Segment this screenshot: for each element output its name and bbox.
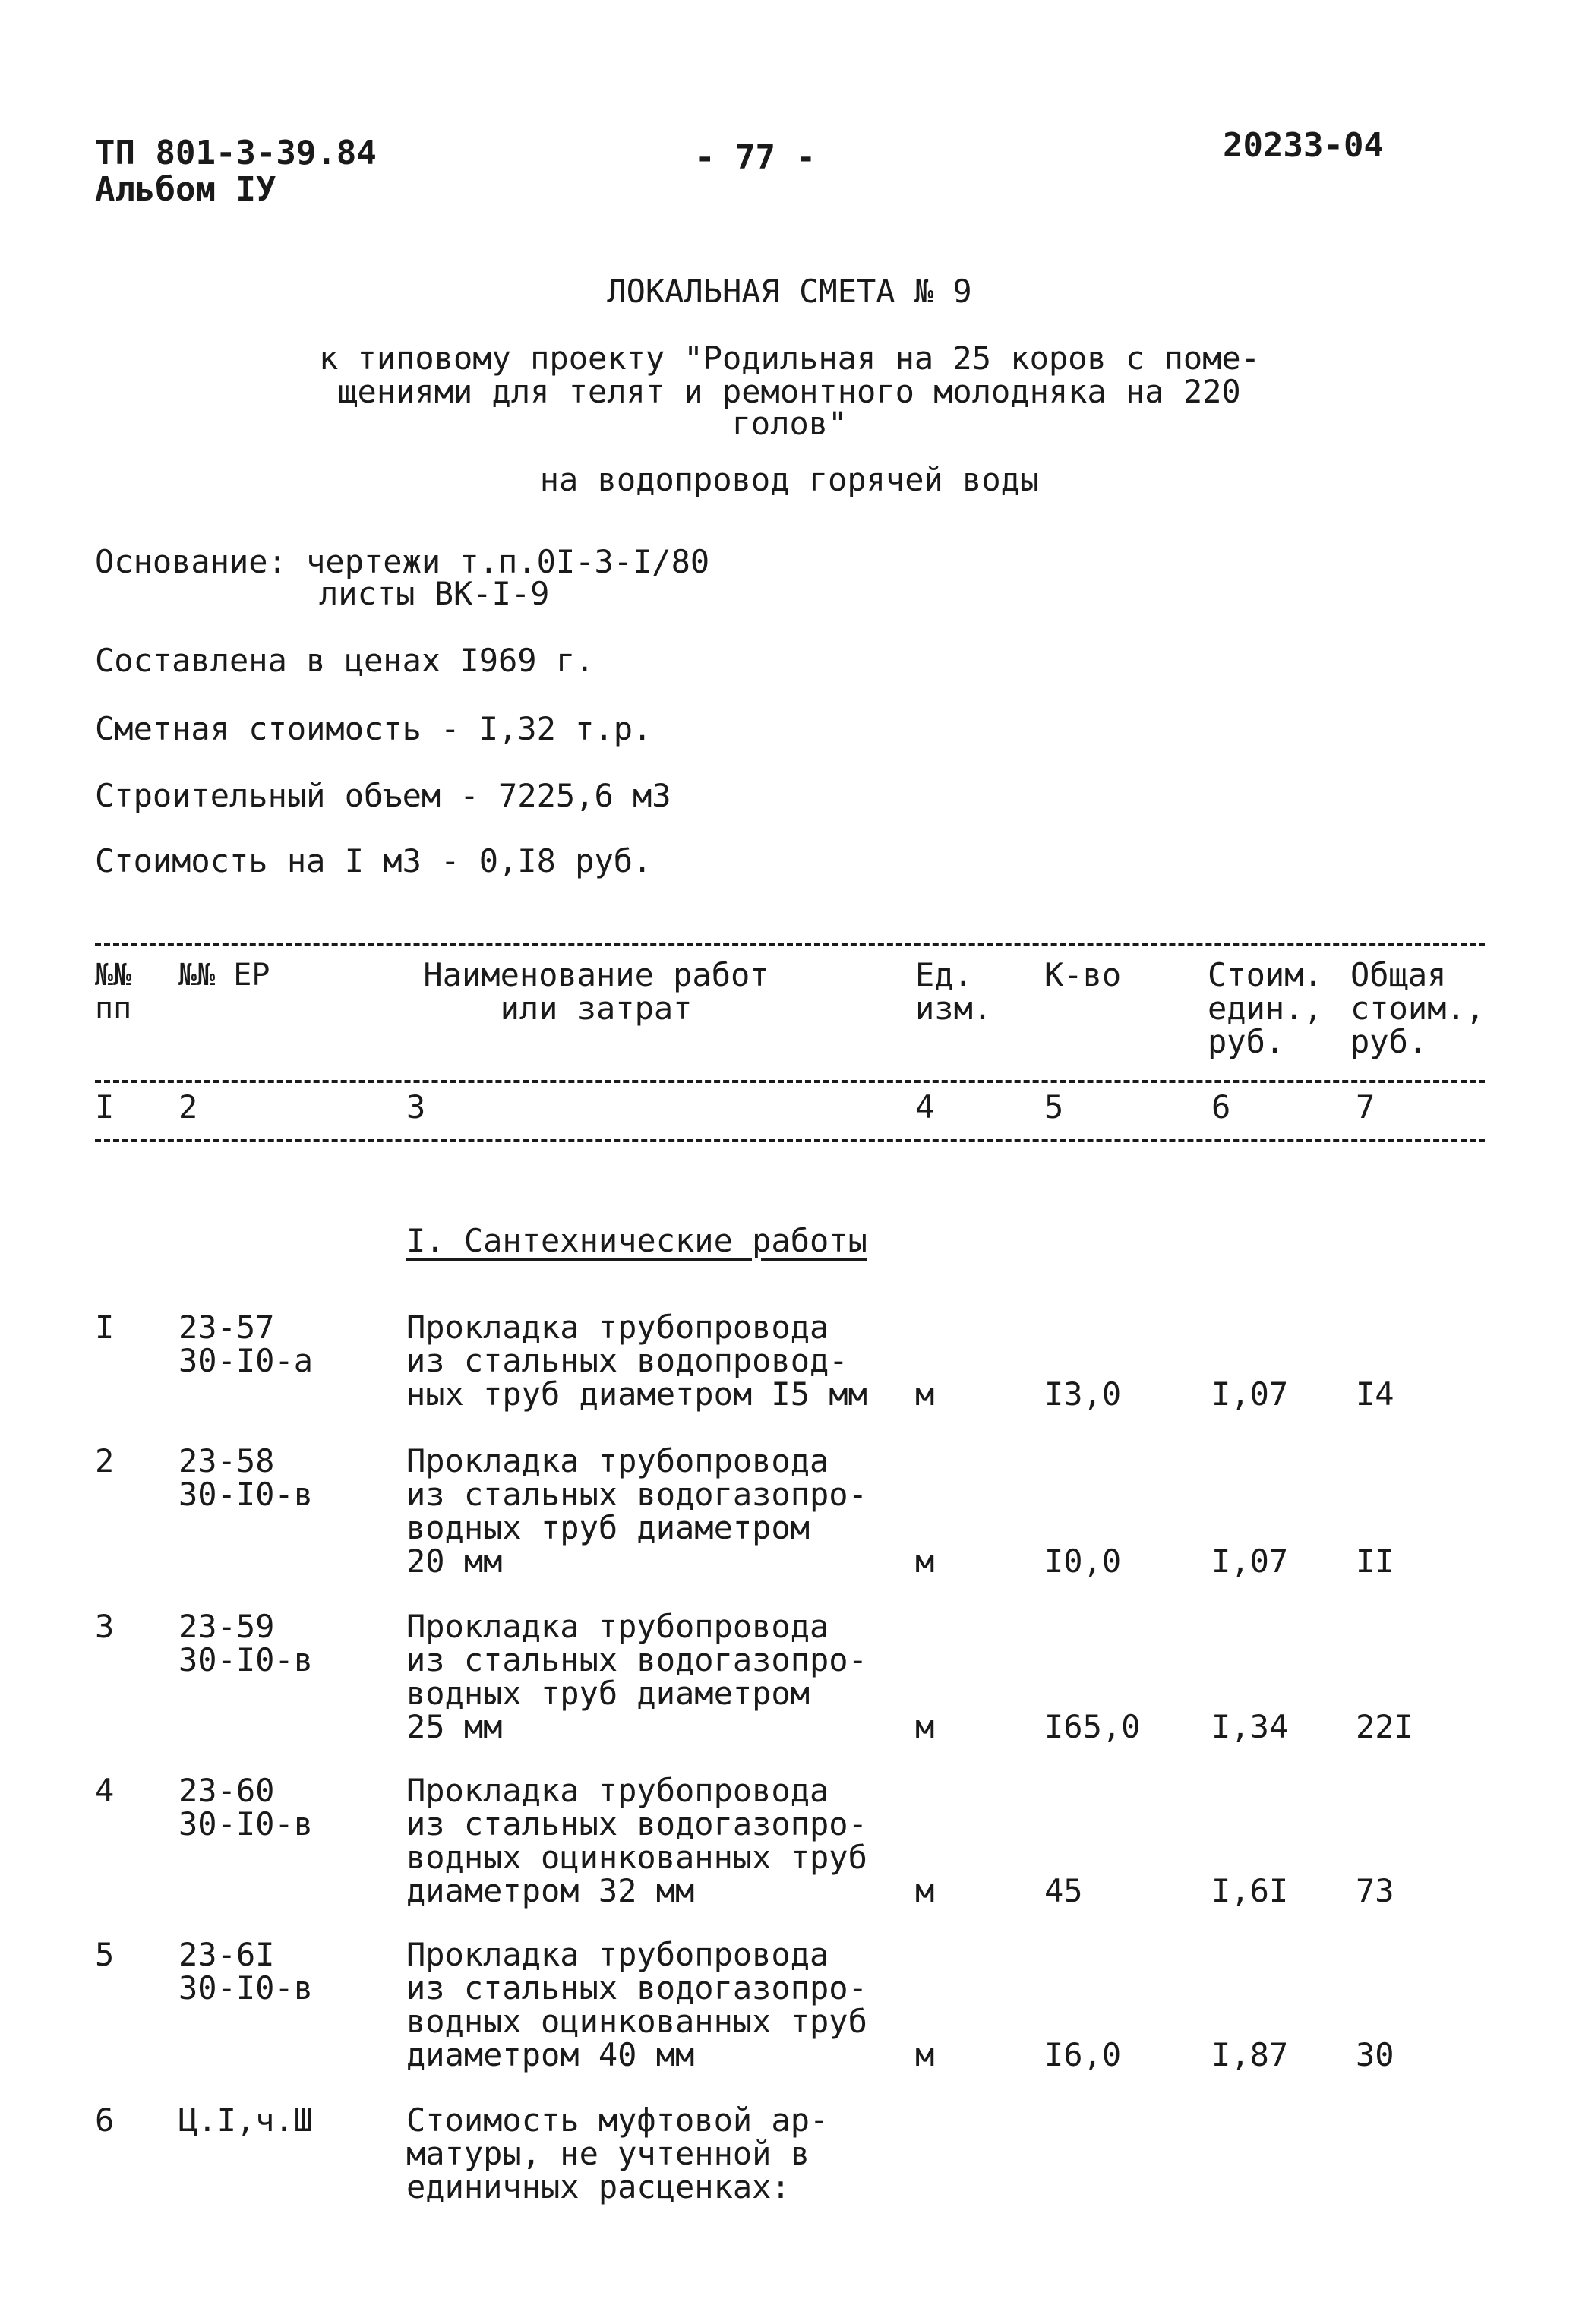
row-name-line: из стальных водогазопро- xyxy=(406,1805,867,1842)
row-code xyxy=(178,1774,313,1841)
table-top-rule xyxy=(95,943,1485,946)
estimate-cost: Сметная стоимость - I,32 т.р. xyxy=(95,710,652,747)
row-unit: м xyxy=(915,2036,935,2073)
row-total: 22I xyxy=(1356,1708,1413,1745)
row-name-line: диаметром 40 мм xyxy=(406,2036,695,2073)
row-code xyxy=(178,1311,313,1378)
row-name xyxy=(406,1442,867,1580)
row-code-line: 23-57 xyxy=(178,1309,275,1346)
row-code-line: 30-I0-а xyxy=(178,1342,314,1379)
row-name-line: из стальных водогазопро- xyxy=(406,1969,867,2007)
building-volume: Строительный объем - 7225,6 м3 xyxy=(95,777,671,814)
row-number: 6 xyxy=(95,2101,115,2139)
colnum-6: 6 xyxy=(1211,1088,1231,1126)
row-number: 3 xyxy=(95,1608,115,1645)
row-name xyxy=(406,1311,867,1411)
title-line-3: голов" xyxy=(731,405,848,442)
row-name-line: Стоимость муфтовой ар- xyxy=(406,2101,829,2139)
title-line-1: к типовому проекту "Родильная на 25 коров с поме- xyxy=(318,339,1261,377)
basis-line: Основание: чертежи т.п.0I-3-I/80 xyxy=(95,543,710,580)
row-price: I,34 xyxy=(1211,1708,1289,1745)
row-qty: 45 xyxy=(1044,1872,1083,1909)
header-name-line-1: Наименование работ xyxy=(423,956,769,993)
inventory-number: 20233-04 xyxy=(1223,126,1384,165)
price-level: Составлена в ценах I969 г. xyxy=(95,642,595,679)
colnum-5: 5 xyxy=(1044,1088,1064,1126)
row-code-line: 30-I0-в xyxy=(178,1805,314,1842)
header-column-rule xyxy=(95,1080,1485,1083)
row-name-line: из стальных водогазопро- xyxy=(406,1641,867,1678)
row-code xyxy=(178,1938,313,2005)
header-name-line-2: или затрат xyxy=(500,990,693,1027)
header-total xyxy=(1350,958,1485,1059)
row-name-line: ных труб диаметром I5 мм xyxy=(406,1375,867,1413)
row-name-line: из стальных водогазопро- xyxy=(406,1476,867,1513)
row-code xyxy=(178,1610,313,1677)
row-qty: I3,0 xyxy=(1044,1375,1122,1413)
row-name-line: водных оцинкованных труб xyxy=(406,2003,867,2040)
row-number: 5 xyxy=(95,1936,115,1973)
row-price: I,07 xyxy=(1211,1375,1289,1413)
row-name-line: Прокладка трубопровода xyxy=(406,1309,829,1346)
row-unit: м xyxy=(915,1542,935,1580)
header-num xyxy=(95,958,131,1025)
header-total-line-1: Общая xyxy=(1350,956,1447,993)
row-name-line: из стальных водопровод- xyxy=(406,1342,848,1379)
row-qty: I0,0 xyxy=(1044,1542,1122,1580)
document-code: ТП 801-3-39.84 xyxy=(95,134,377,172)
colnum-2: 2 xyxy=(178,1088,198,1126)
colnum-7: 7 xyxy=(1356,1088,1375,1126)
cost-per-m3: Стоимость на I м3 - 0,I8 руб. xyxy=(95,842,652,879)
row-name-line: единичных расценках: xyxy=(406,2168,791,2206)
row-name-line: Прокладка трубопровода xyxy=(406,1772,829,1809)
row-name-line: водных труб диаметром xyxy=(406,1675,810,1712)
row-name-line: Прокладка трубопровода xyxy=(406,1936,829,1973)
header-total-line-2: стоим., xyxy=(1350,990,1486,1027)
album-number: Альбом IУ xyxy=(95,170,276,209)
row-unit: м xyxy=(915,1708,935,1745)
header-code-line-1: №№ ЕР xyxy=(178,958,270,993)
row-unit: м xyxy=(915,1375,935,1413)
header-price xyxy=(1208,958,1323,1059)
row-total: 73 xyxy=(1356,1872,1394,1909)
row-qty: I65,0 xyxy=(1044,1708,1141,1745)
section-title: I. Сантехнические работы xyxy=(406,1222,867,1259)
row-code-line: 23-58 xyxy=(178,1442,275,1479)
row-qty: I6,0 xyxy=(1044,2036,1122,2073)
row-code-line: Ц.I,ч.Ш xyxy=(178,2101,314,2139)
header-num-line-1: №№ xyxy=(95,958,132,993)
row-name xyxy=(406,1938,867,2072)
row-name-line: Прокладка трубопровода xyxy=(406,1608,829,1645)
row-name-line: Прокладка трубопровода xyxy=(406,1442,829,1479)
row-code-line: 30-I0-в xyxy=(178,1476,314,1513)
row-price: I,6I xyxy=(1211,1872,1289,1909)
row-name-line: 20 мм xyxy=(406,1542,503,1580)
header-unit-line-1: Ед. xyxy=(915,956,973,993)
row-code-line: 30-I0-в xyxy=(178,1969,314,2007)
header-name xyxy=(406,958,786,1025)
colnum-3: 3 xyxy=(406,1088,426,1126)
row-name-line: 25 мм xyxy=(406,1708,503,1745)
row-name-line: водных оцинкованных труб xyxy=(406,1839,867,1876)
row-name xyxy=(406,1774,867,1908)
row-code xyxy=(178,1442,314,1513)
row-code-line: 23-6I xyxy=(178,1936,275,1973)
row-name-line: матуры, не учтенной в xyxy=(406,2135,810,2172)
header-qty xyxy=(1044,958,1121,992)
header-num-line-2: пп xyxy=(95,991,132,1026)
header-unit xyxy=(915,958,992,1025)
row-total: II xyxy=(1356,1542,1394,1580)
header-price-line-1: Стоим. xyxy=(1208,956,1323,993)
row-name-line: диаметром 32 мм xyxy=(406,1872,695,1909)
row-name-line: водных труб диаметром xyxy=(406,1509,810,1546)
row-total: I4 xyxy=(1356,1375,1394,1413)
title-line-4: на водопровод горячей воды xyxy=(539,461,1040,498)
header-qty-line-1: К-во xyxy=(1044,956,1122,993)
row-number: I xyxy=(95,1309,115,1346)
title-line-2: щениями для телят и ремонтного молодняка на 220 xyxy=(338,373,1241,410)
page-number: - 77 - xyxy=(695,138,816,177)
colnum-1: I xyxy=(95,1088,115,1126)
row-number: 2 xyxy=(95,1442,115,1479)
header-total-line-3: руб. xyxy=(1350,1023,1428,1060)
header-code xyxy=(178,958,270,992)
table-header-bottom-rule xyxy=(95,1139,1485,1142)
row-price: I,87 xyxy=(1211,2036,1289,2073)
row-code-line: 23-60 xyxy=(178,1772,275,1809)
row-number: 4 xyxy=(95,1772,115,1809)
header-unit-line-2: изм. xyxy=(915,990,993,1027)
row-name xyxy=(406,1610,867,1744)
row-name xyxy=(406,2101,829,2206)
header-price-line-3: руб. xyxy=(1208,1023,1285,1060)
row-price: I,07 xyxy=(1211,1542,1289,1580)
basis-sheets: листы ВК-I-9 xyxy=(319,575,550,612)
header-price-line-2: един., xyxy=(1208,990,1323,1027)
row-code-line: 23-59 xyxy=(178,1608,275,1645)
row-code-line: 30-I0-в xyxy=(178,1641,314,1678)
row-unit: м xyxy=(915,1872,935,1909)
row-total: 30 xyxy=(1356,2036,1394,2073)
colnum-4: 4 xyxy=(915,1088,935,1126)
document-title: ЛОКАЛЬНАЯ СМЕТА № 9 xyxy=(607,273,972,310)
row-code xyxy=(178,2101,314,2139)
